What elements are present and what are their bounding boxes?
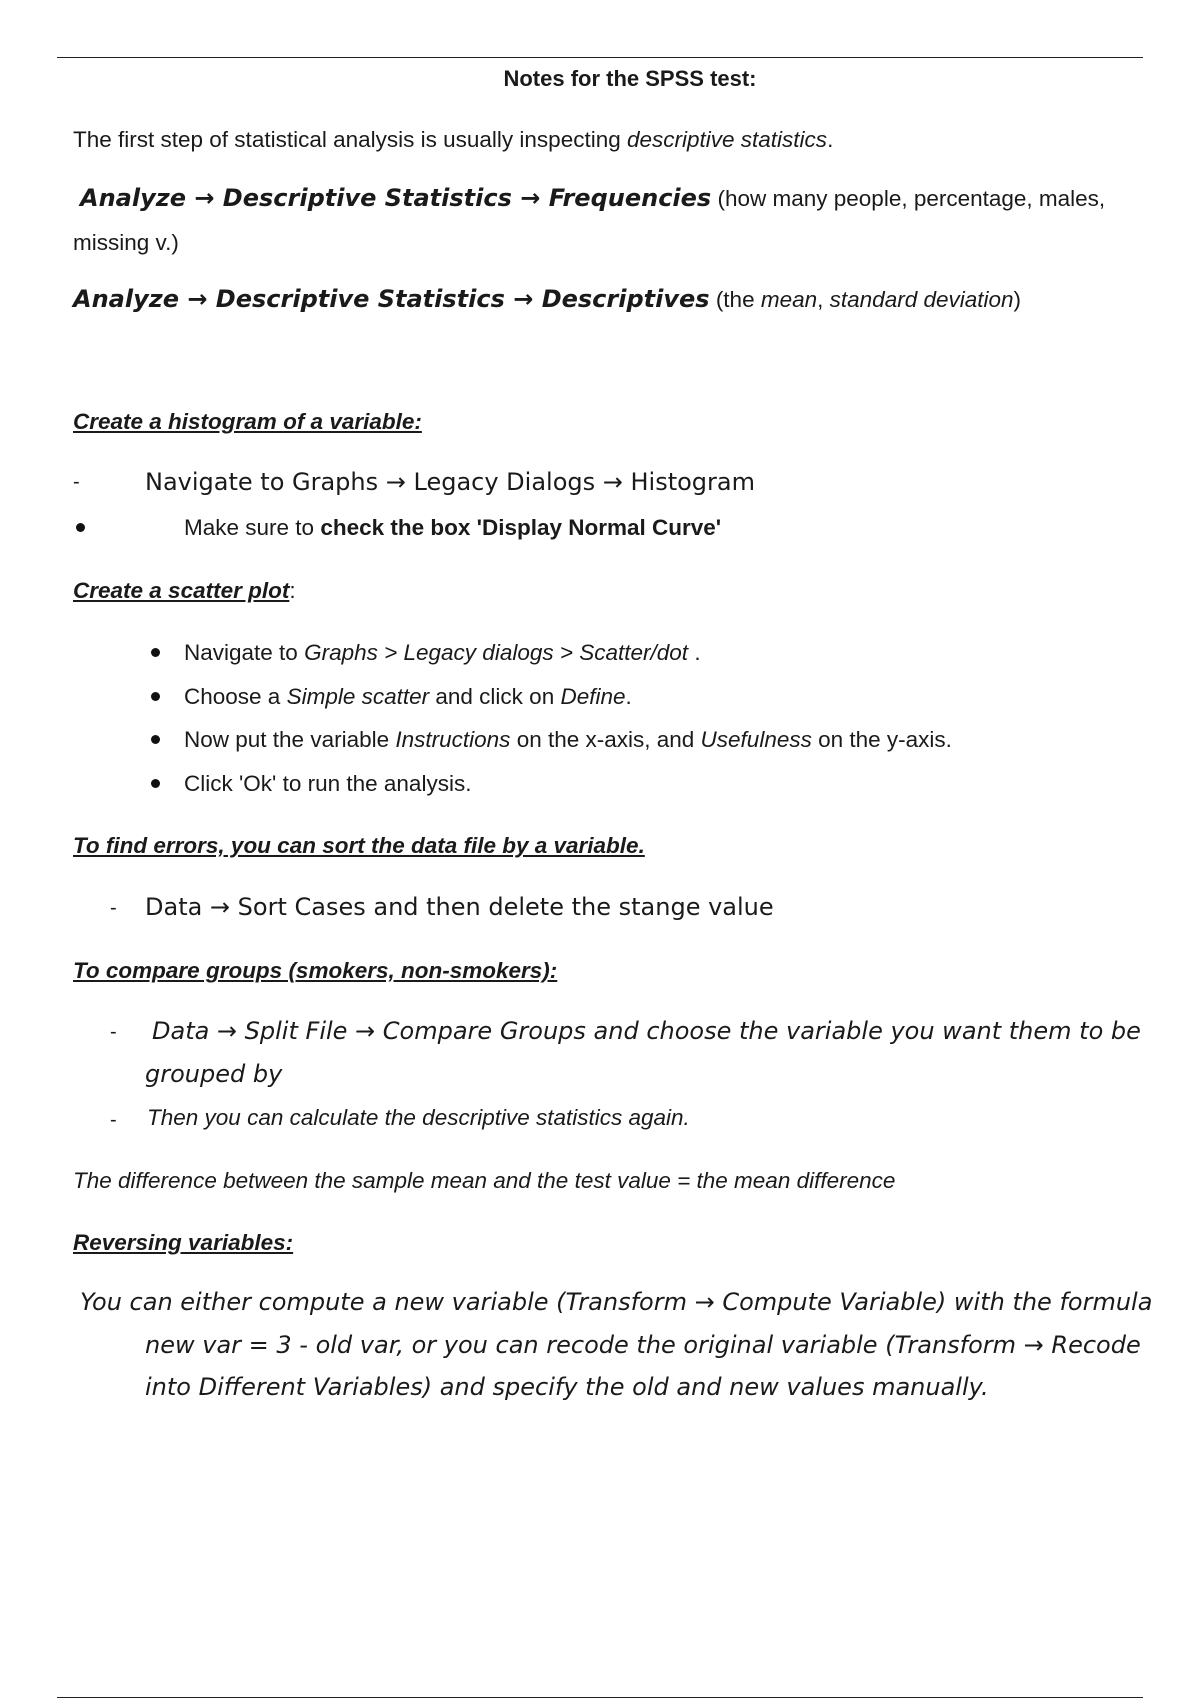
histogram-heading: Create a histogram of a variable: [73, 409, 422, 434]
desc-open: (the [709, 287, 761, 312]
reversing-line-3: into Different Variables) and specify the old and new values manually. [145, 1373, 989, 1401]
mean-difference-note: The difference between the sample mean and the test value = the mean difference [73, 1168, 896, 1193]
frequencies-note-cont: missing v.) [73, 230, 179, 255]
page-title: Notes for the SPSS test: [503, 66, 757, 91]
bottom-rule [57, 1697, 1143, 1698]
intro-paragraph [73, 127, 833, 153]
reversing-heading: Reversing variables: [73, 1230, 294, 1255]
top-rule [57, 57, 1143, 58]
intro-end: . [827, 127, 834, 152]
scatter-item-1-b: Graphs > Legacy dialogs > Scatter/dot [304, 640, 689, 665]
scatter-heading [73, 578, 296, 604]
scatter-bullet-2 [151, 692, 160, 701]
histogram-step-2-bold: check the box 'Display Normal Curve' [320, 515, 722, 540]
scatter-bullet-3 [151, 735, 160, 744]
scatter-item-2-e: . [625, 684, 632, 709]
compare-dash-2: - [110, 1109, 117, 1131]
descriptives-path: Analyze → Descriptive Statistics → Descriptives [73, 285, 710, 313]
histogram-step-2-pre: Make sure to [184, 515, 321, 540]
intro-italic: descriptive statistics [627, 127, 828, 152]
scatter-item-3 [184, 727, 952, 753]
descriptives-paragraph [73, 285, 1021, 313]
desc-mean: mean [760, 287, 818, 312]
errors-dash: - [110, 897, 117, 919]
compare-step-1-cont: grouped by [145, 1060, 283, 1088]
scatter-item-2-d: Define [560, 684, 626, 709]
scatter-item-3-b: Instructions [395, 727, 511, 752]
scatter-item-3-c: on the x-axis, and [510, 727, 701, 752]
frequencies-paragraph [80, 184, 1105, 212]
scatter-item-3-d: Usefulness [700, 727, 812, 752]
scatter-item-2-c: and click on [429, 684, 561, 709]
compare-heading: To compare groups (smokers, non-smokers): [73, 958, 558, 983]
scatter-item-1-c: . [688, 640, 701, 665]
scatter-item-1-a: Navigate to [184, 640, 305, 665]
frequencies-path: Analyze → Descriptive Statistics → Frequencies [80, 184, 712, 212]
histogram-step-2 [184, 515, 721, 541]
scatter-item-2-b: Simple scatter [286, 684, 430, 709]
scatter-item-1 [184, 640, 701, 666]
errors-heading: To find errors, you can sort the data file by a variable. [73, 833, 645, 858]
scatter-item-3-a: Now put the variable [184, 727, 396, 752]
desc-sd: standard deviation [829, 287, 1014, 312]
reversing-line-2: new var = 3 - old var, or you can recode the original variable (Transform → Recode [145, 1331, 1141, 1359]
errors-step: Data → Sort Cases and then delete the stange value [145, 893, 774, 921]
scatter-item-2 [184, 684, 632, 710]
frequencies-note: (how many people, percentage, males, [711, 186, 1106, 211]
histogram-step-1: Navigate to Graphs → Legacy Dialogs → Histogram [145, 468, 755, 496]
reversing-line-1: You can either compute a new variable (Transform → Compute Variable) with the formula [80, 1288, 1153, 1316]
histogram-bullet [76, 523, 85, 532]
scatter-item-3-e: on the y-axis. [811, 727, 952, 752]
histogram-dash: - [73, 471, 80, 493]
desc-comma: , [817, 287, 830, 312]
scatter-bullet-4 [151, 779, 160, 788]
compare-step-1: Data → Split File → Compare Groups and choose the variable you want them to be [152, 1017, 1141, 1045]
scatter-heading-text: Create a scatter plot [73, 578, 290, 603]
scatter-item-4: Click 'Ok' to run the analysis. [184, 771, 472, 796]
compare-dash-1: - [110, 1021, 117, 1043]
scatter-item-2-a: Choose a [184, 684, 287, 709]
intro-text: The first step of statistical analysis is usually inspecting [73, 127, 627, 152]
scatter-bullet-1 [151, 648, 160, 657]
desc-close: ) [1013, 287, 1022, 312]
compare-step-2: Then you can calculate the descriptive statistics again. [147, 1105, 690, 1130]
scatter-heading-colon: : [289, 578, 296, 603]
